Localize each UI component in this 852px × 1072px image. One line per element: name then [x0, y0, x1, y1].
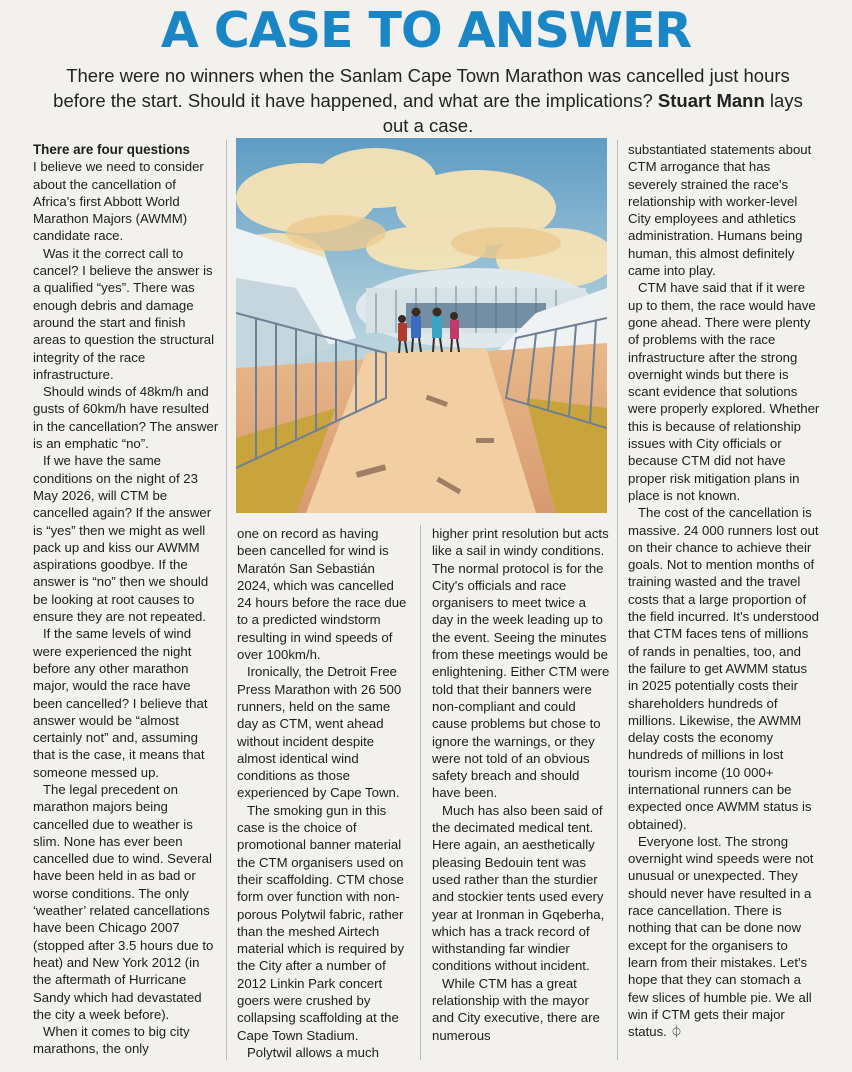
paragraph: When it comes to big city marathons, the only: [33, 1024, 190, 1057]
paragraph: While CTM has a great relationship with the mayor and City executive, there are numerous: [432, 975, 600, 1043]
column-divider: [420, 525, 421, 1060]
paragraph: Was it the correct call to cancel? I believe the answer is a qualified “yes”. There was enough debris and damage around the start and finish areas to question the structural integrity of the race infrastructure.: [33, 245, 215, 382]
standfirst: [48, 63, 808, 138]
section-heading: There are four questions: [33, 142, 191, 157]
stadium-illustration: [236, 138, 607, 513]
paragraph: I believe we need to consider about the cancellation of Africa's first Abbott World Marathon Majors (AWMM) candidate race.: [33, 159, 204, 244]
paragraph: Should winds of 48km/h and gusts of 60km/h have resulted in the cancellation? The answer is an emphatic “no”.: [33, 384, 219, 452]
paragraph: CTM have said that if it were up to them, the race would have gone ahead. There were plenty of problems with the race infrastructure after the strong overnight winds but there is scant evidence that solutions were properly explored. Whether this is because of relationship issues with City officials or because CTM did not have proper risk mitigation plans in place is not known.: [628, 280, 820, 503]
paragraph: If we have the same conditions on the night of 23 May 2026, will CTM be cancelled again? If the answer is “yes” then we might as well pack up and kiss our AWMM aspirations goodbye. If the answer is “no” then we should be looking at root causes to ensure they are not repeated.: [33, 453, 212, 625]
paragraph: higher print resolution but acts like a sail in windy conditions. The normal protocol is for the City's officials and race organisers to meet twice a day in the week leading up to the event. Seeing the minutes from these meetings would be enlightening. Either CTM were told that their banners were non-compliant and could cause problems but chose to ignore the warnings, or they were not told of an obvious safety breach and should have been.: [432, 526, 610, 801]
column-3: [432, 525, 610, 1065]
paragraph: The cost of the cancellation is massive. 24 000 runners lost out on their chance to achieve their goals. Not to mention months of training wasted and the travel costs that a large proportion of the field incurred. It's understood that CTM faces tens of millions of rands in penalties, too, and the failure to get AWMM status in 2025 potentially costs their shareholders hundreds of millions. Likewise, the AWMM delay costs the economy hundreds of millions in lost tourism income (10 000+ international runners can be expected once AWMM status is obtained).: [628, 505, 819, 832]
headline: A CASE TO ANSWER: [160, 2, 692, 59]
paragraph: Much has also been said of the decimated medical tent. Here again, an aesthetically pleasing Bedouin tent was used rather than the sturdier and stockier tents used every year at Ironman in Gqeberha, which has a track record of withstanding far windier conditions without incident.: [432, 802, 605, 974]
column-1: [33, 141, 219, 1065]
column-divider: [617, 140, 618, 1060]
paragraph: Polytwil allows a much: [247, 1044, 379, 1060]
stadium-illustration-svg: [236, 138, 607, 513]
paragraph: The smoking gun in this case is the choice of promotional banner material the CTM organisers used on their scaffolding. CTM chose form over function with non-porous Polytwil fabric, rather than the meshed Airtech material which is required by the City after a number of 2012 Linkin Park concert goers were crushed by collapsing scaffolding at the Cape Town Stadium.: [237, 802, 405, 1043]
paragraph: Ironically, the Detroit Free Press Marathon with 26 500 runners, held on the same day as CTM, went ahead without incident despite almost identical wind conditions as those experienced by Cape Town.: [237, 664, 402, 801]
paragraph: If the same levels of wind were experienced the night before any other marathon major, would the race have been cancelled? I believe that answer would be “almost certainly not” and, assuming that is the case, it means that someone messed up.: [33, 626, 208, 780]
paragraph: substantiated statements about CTM arrogance that has severely strained the race's relationship with worker-level City employees and athletics administration. Humans being human, this almost definitely came into play.: [628, 142, 812, 279]
standfirst-text: There were no winners when the Sanlam Cape Town Marathon was cancelled just hours before the start. Should it have happened, and what are the implications?: [53, 65, 790, 111]
end-of-article-icon: ⏀: [670, 1025, 683, 1040]
author-name: Stuart Mann: [657, 90, 765, 111]
paragraph: The legal precedent on marathon majors being cancelled due to weather is slim. None has ever been cancelled due to wind. Several have been held in as bad or worse conditions. The only ‘weather’ related cancellations have been Chicago 2007 (stopped after 3.5 hours due to heat) and New York 2012 (in the aftermath of Hurricane Sandy which had devastated the city a week before).: [33, 781, 214, 1022]
standfirst-tail: lays out a case.: [382, 90, 803, 136]
column-divider: [226, 140, 227, 1060]
column-4: [628, 141, 820, 1065]
column-2: [237, 525, 409, 1065]
paragraph: [628, 833, 820, 1042]
paragraph: one on record as having been cancelled for wind is Maratón San Sebastián 2024, which was cancelled 24 hours before the race due to a predicted windstorm resulting in wind speeds of over 100km/h.: [237, 526, 407, 663]
paragraph-text: Everyone lost. The strong overnight wind speeds were not unusual or unexpected. They should never have resulted in a race cancellation. There is nothing that can be done now except for the organisers to learn from their mistakes. Let's hope that they can stomach a few slices of humble pie. We all win if CTM gets their major status.: [628, 833, 814, 1040]
